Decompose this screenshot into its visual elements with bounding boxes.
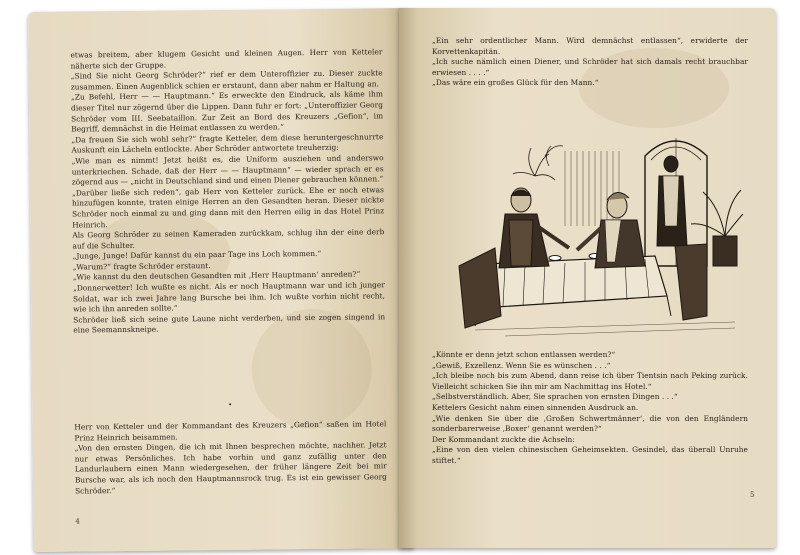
paragraph: „Junge, Junge! Dafür kannst du ein paar Tage ins Loch kommen.“ xyxy=(72,249,322,261)
section-separator: • xyxy=(228,400,233,409)
paragraph: „Warum?“ fragte Schröder erstaunt. xyxy=(72,260,211,272)
paragraph: „Zu Befehl, Herr — — Hauptmann.“ Es erweckte den Eindruck, als käme ihm dieser Titel nur zögernd über die Lippen. Dann fuhr er fort: „Unteroffizier Georg Schröder vom III. Seebataillon. Zur Zeit an Bord des Kreuzers „Gefion“, im Begriff, demnächst in die Heimat entlassen zu werden.“ xyxy=(70,89,384,134)
paragraph: Als Georg Schröder zu seinen Kameraden zurückkam, schlug ihn der eine derb auf die Schulter. xyxy=(72,227,385,251)
open-book xyxy=(28,8,776,548)
paragraph: „Sind Sie nicht Georg Schröder?“ rief er dem Unteroffizier zu. Dieser zuckte zusammen. Einen Augenblick schien er erstaunt, dann aber nahm er Haltung an. xyxy=(70,68,383,92)
right-page-text-section-2 xyxy=(432,350,748,467)
paragraph: „Ich bleibe noch bis zum Abend, dann reise ich über Tientsin nach Peking zurück. Vielleicht schicken Sie ihn mir am Nachmittag ins Hotel.“ xyxy=(432,371,748,391)
page-number: 5 xyxy=(750,491,755,499)
right-page xyxy=(399,8,776,548)
paragraph: „Wie denken Sie über die ‚Großen Schwertmänner‘, die von den Engländern sonderbarerweise ‚Boxer‘ genannt werden?“ xyxy=(432,413,748,434)
paragraph: Der Kommandant zuckte die Achseln: xyxy=(432,434,575,444)
paragraph: „Eine von den vielen chinesischen Geheimsekten. Gesindel, das überall Unruhe stiftet.“ xyxy=(432,445,748,465)
paragraph: „Selbstverständlich. Aber, Sie sprachen von ernsten Dingen . . .“ xyxy=(432,392,678,402)
paragraph: „Das wäre ein großes Glück für den Mann.“ xyxy=(432,78,599,88)
paragraph: „Gewiß, Exzellenz. Wenn Sie es wünschen . . .“ xyxy=(432,360,611,370)
paragraph: Herr von Ketteler und der Kommandant des Kreuzers „Gefion“ saßen im Hotel Prinz Heinrich beisammen. xyxy=(74,419,387,443)
paragraph: „Da freuen Sie sich wohl sehr?“ fragte Ketteler, dem diese heruntergeschnurrte Auskunft ein Lächeln entlockte. Aber Schröder antwortete treuherzig: xyxy=(71,132,384,155)
paragraph: Schröder ließ sich seine gute Laune nicht verderben, und sie zogen singend in eine Seemannskneipe. xyxy=(73,312,386,335)
left-page-text-section-2 xyxy=(74,419,387,496)
left-page-text xyxy=(70,47,385,336)
right-page-text xyxy=(432,36,748,89)
paragraph: Kettelers Gesicht nahm einen sinnenden Ausdruck an. xyxy=(432,402,639,412)
paragraph: „Wie kannst du den deutschen Gesandten mit ‚Herr Hauptmann‘ anreden?“ xyxy=(72,269,361,282)
paragraph: „Von den ernsten Dingen, die ich mit Ihnen besprechen möchte, nachher. Jetzt nur etwas Persönliches. Ich habe vorhin und ganz zufällig unter den Landurlaubern einen Mann wiedergesehen, der früher längere Zeit bei mir Bursche war, als ich noch den Hauptmannsrock trug. Es ist ein gewisser Georg Schröder.“ xyxy=(74,440,387,496)
paragraph: etwas breitem, aber klugem Gesicht und kleinen Augen. Herr von Ketteler näherte sich der Gruppe. xyxy=(70,47,383,71)
paragraph: „Wie man es nimmt! Jetzt heißt es, die Uniform ausziehen und anderswo unterkriechen. Schade, daß der Herr — — Hauptmann“ — wieder sprach er es zögernd aus — „nicht in Deutschland sind und einen Diener gebrauchen können.“ xyxy=(71,153,384,187)
page-number: 4 xyxy=(75,517,80,526)
paragraph: „Könnte er denn jetzt schon entlassen werden?“ xyxy=(432,350,616,359)
paragraph: „Donnerwetter! Ich wußte es nicht. Als er noch Hauptmann war und ich junger Soldat, war ich zwei Jahre lang Bursche bei ihm. Ich wußte vorhin nicht recht, wie ich ihn anreden sollte.“ xyxy=(72,280,386,314)
left-page xyxy=(28,8,414,552)
illustration-officers-at-table xyxy=(445,116,745,338)
paragraph: „Ich suche nämlich einen Diener, und Schröder hat sich damals recht brauchbar erwiesen . . . .“ xyxy=(432,57,748,77)
paragraph: „Ein sehr ordentlicher Mann. Wird demnächst entlassen“, erwiderte der Korvettenkapitän. xyxy=(432,36,748,56)
paragraph: „Darüber ließe sich reden“, gab Herr von Ketteler zurück. Ehe er noch etwas hinzufügen konnte, traten einige Herren an den Gesandten heran. Dieser nickte Schröder noch einmal zu und ging dann mit den Herren eilig in das Hotel Prinz Heinrich. xyxy=(71,184,385,230)
